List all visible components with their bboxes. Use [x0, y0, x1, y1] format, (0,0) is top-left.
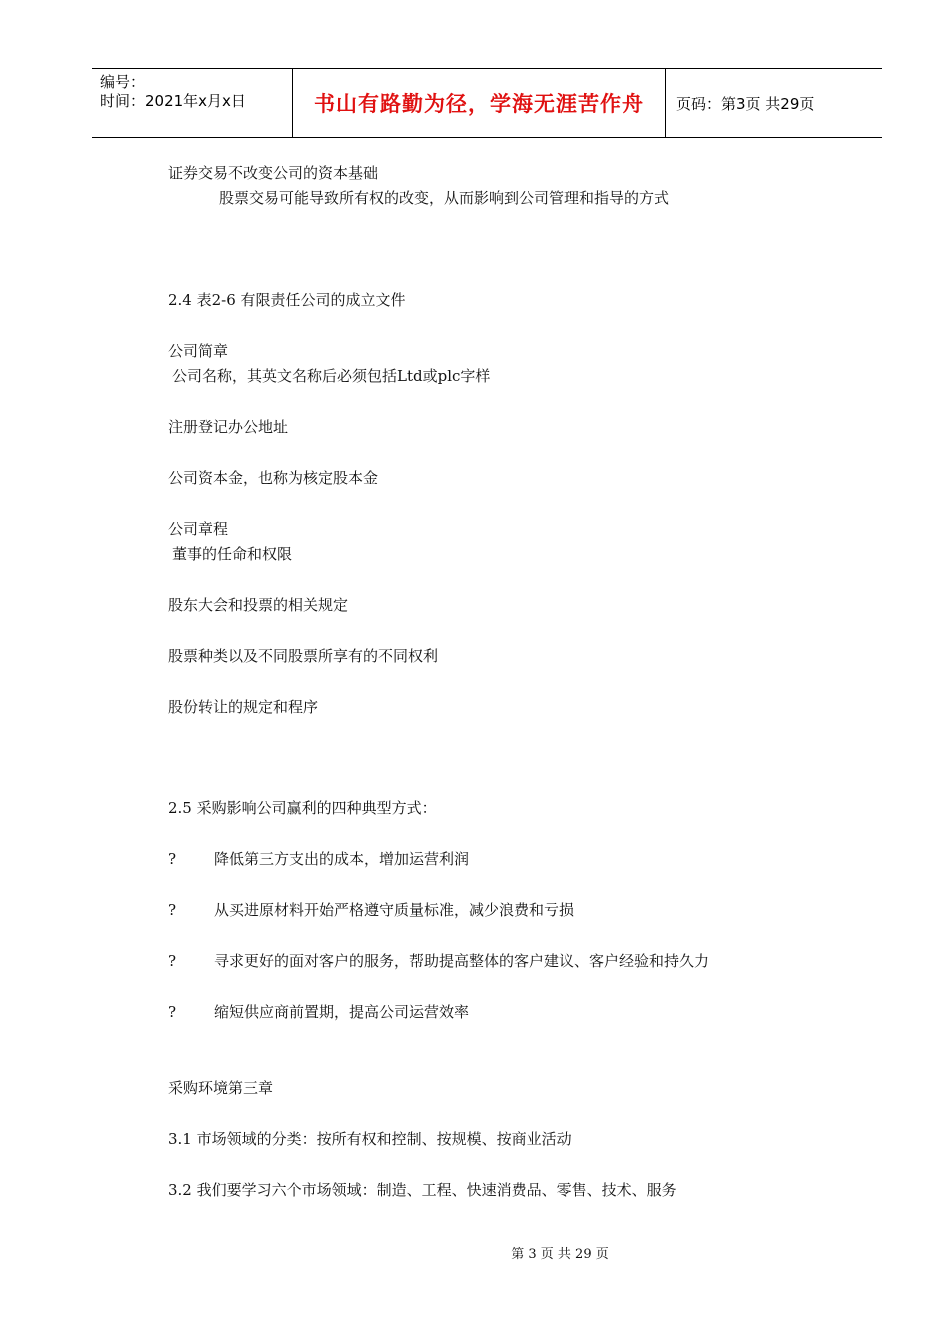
- header-time-label: 时间：2021年x月x日: [100, 92, 246, 110]
- page-footer: 第 3 页 共 29 页: [511, 1247, 609, 1262]
- header-page-info: 页码：第3页 共29页: [676, 94, 815, 113]
- paragraph: 3.1 市场领域的分类：按所有权和控制、按规模、按商业活动: [168, 1130, 572, 1148]
- list-item: 缩短供应商前置期，提高公司运营效率: [214, 1003, 470, 1021]
- header-divider: [665, 69, 666, 137]
- paragraph: 公司资本金，也称为核定股本金: [168, 469, 379, 487]
- paragraph: 公司简章: [168, 342, 229, 360]
- paragraph: 股票交易可能导致所有权的改变，从而影响到公司管理和指导的方式: [219, 189, 670, 207]
- bullet-marker: ?: [168, 901, 177, 919]
- bullet-marker: ?: [168, 850, 177, 868]
- paragraph: 股东大会和投票的相关规定: [168, 596, 349, 614]
- paragraph: 注册登记办公地址: [168, 418, 289, 436]
- page-header: [92, 68, 882, 138]
- paragraph: 董事的任命和权限: [172, 545, 293, 563]
- paragraph: 股票种类以及不同股票所享有的不同权利: [168, 647, 439, 665]
- list-item: 从买进原材料开始严格遵守质量标准，减少浪费和亏损: [214, 901, 575, 919]
- section-heading: 2.5 采购影响公司赢利的四种典型方式：: [168, 799, 437, 817]
- header-motto: 书山有路勤为径，学海无涯苦作舟: [314, 92, 644, 116]
- section-heading: 2.4 表2-6 有限责任公司的成立文件: [168, 291, 406, 309]
- header-number-label: 编号：: [100, 73, 146, 91]
- paragraph: 3.2 我们要学习六个市场领域：制造、工程、快速消费品、零售、技术、服务: [168, 1181, 677, 1199]
- paragraph: 股份转让的规定和程序: [168, 698, 319, 716]
- chapter-heading: 采购环境第三章: [168, 1079, 274, 1097]
- paragraph: 公司名称，其英文名称后必须包括Ltd或plc字样: [172, 367, 491, 385]
- header-meta: [100, 73, 290, 111]
- paragraph: 公司章程: [168, 520, 229, 538]
- bullet-marker: ?: [168, 952, 177, 970]
- bullet-marker: ?: [168, 1003, 177, 1021]
- paragraph: 证券交易不改变公司的资本基础: [168, 164, 379, 182]
- list-item: 寻求更好的面对客户的服务，帮助提高整体的客户建议、客户经验和持久力: [214, 952, 710, 970]
- list-item: 降低第三方支出的成本，增加运营利润: [214, 850, 470, 868]
